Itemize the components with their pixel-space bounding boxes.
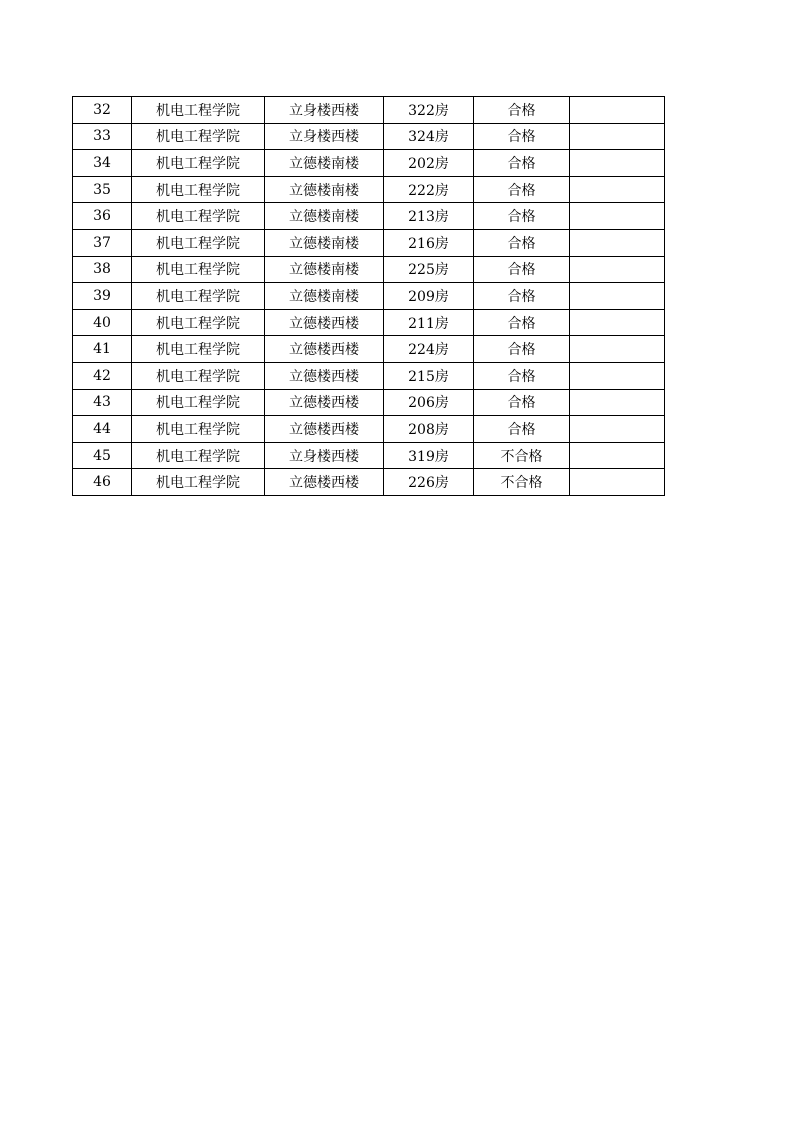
row-index-cell: 33 [73, 123, 132, 150]
college-cell: 机电工程学院 [132, 442, 265, 469]
room-cell: 222房 [384, 176, 474, 203]
row-index-cell: 36 [73, 203, 132, 230]
building-cell: 立德楼南楼 [265, 283, 384, 310]
note-cell [570, 442, 665, 469]
row-index-cell: 44 [73, 416, 132, 443]
result-cell: 合格 [474, 203, 570, 230]
table-row [73, 283, 665, 310]
note-cell [570, 176, 665, 203]
college-cell: 机电工程学院 [132, 229, 265, 256]
result-cell: 合格 [474, 97, 570, 124]
row-index-cell: 35 [73, 176, 132, 203]
table-row [73, 389, 665, 416]
table-body [73, 97, 665, 496]
college-cell: 机电工程学院 [132, 469, 265, 496]
note-cell [570, 203, 665, 230]
college-cell: 机电工程学院 [132, 256, 265, 283]
result-cell: 不合格 [474, 442, 570, 469]
college-cell: 机电工程学院 [132, 416, 265, 443]
table-row [73, 336, 665, 363]
building-cell: 立身楼西楼 [265, 123, 384, 150]
result-cell: 合格 [474, 256, 570, 283]
note-cell [570, 469, 665, 496]
row-index-cell: 40 [73, 309, 132, 336]
table-row [73, 203, 665, 230]
row-index-cell: 39 [73, 283, 132, 310]
room-cell: 209房 [384, 283, 474, 310]
table-row [73, 362, 665, 389]
result-cell: 合格 [474, 362, 570, 389]
room-cell: 322房 [384, 97, 474, 124]
row-index-cell: 34 [73, 150, 132, 177]
room-cell: 225房 [384, 256, 474, 283]
building-cell: 立德楼西楼 [265, 336, 384, 363]
note-cell [570, 256, 665, 283]
inspection-table [72, 96, 665, 496]
note-cell [570, 123, 665, 150]
building-cell: 立德楼西楼 [265, 309, 384, 336]
building-cell: 立德楼西楼 [265, 416, 384, 443]
table-row [73, 469, 665, 496]
college-cell: 机电工程学院 [132, 150, 265, 177]
building-cell: 立德楼西楼 [265, 389, 384, 416]
table-row [73, 229, 665, 256]
result-cell: 不合格 [474, 469, 570, 496]
table-row [73, 176, 665, 203]
building-cell: 立身楼西楼 [265, 442, 384, 469]
result-cell: 合格 [474, 416, 570, 443]
row-index-cell: 45 [73, 442, 132, 469]
note-cell [570, 97, 665, 124]
room-cell: 208房 [384, 416, 474, 443]
table-row [73, 150, 665, 177]
row-index-cell: 37 [73, 229, 132, 256]
room-cell: 224房 [384, 336, 474, 363]
room-cell: 319房 [384, 442, 474, 469]
building-cell: 立德楼南楼 [265, 256, 384, 283]
room-cell: 226房 [384, 469, 474, 496]
table-row [73, 97, 665, 124]
row-index-cell: 32 [73, 97, 132, 124]
note-cell [570, 389, 665, 416]
college-cell: 机电工程学院 [132, 123, 265, 150]
note-cell [570, 283, 665, 310]
college-cell: 机电工程学院 [132, 336, 265, 363]
result-cell: 合格 [474, 123, 570, 150]
room-cell: 215房 [384, 362, 474, 389]
room-cell: 324房 [384, 123, 474, 150]
building-cell: 立德楼南楼 [265, 150, 384, 177]
building-cell: 立德楼南楼 [265, 176, 384, 203]
result-cell: 合格 [474, 389, 570, 416]
result-cell: 合格 [474, 176, 570, 203]
college-cell: 机电工程学院 [132, 389, 265, 416]
table-row [73, 442, 665, 469]
note-cell [570, 362, 665, 389]
result-cell: 合格 [474, 336, 570, 363]
note-cell [570, 416, 665, 443]
table-row [73, 416, 665, 443]
building-cell: 立德楼南楼 [265, 229, 384, 256]
building-cell: 立德楼西楼 [265, 362, 384, 389]
college-cell: 机电工程学院 [132, 283, 265, 310]
row-index-cell: 38 [73, 256, 132, 283]
row-index-cell: 41 [73, 336, 132, 363]
note-cell [570, 150, 665, 177]
building-cell: 立身楼西楼 [265, 97, 384, 124]
room-cell: 213房 [384, 203, 474, 230]
note-cell [570, 309, 665, 336]
result-cell: 合格 [474, 309, 570, 336]
building-cell: 立德楼西楼 [265, 469, 384, 496]
result-cell: 合格 [474, 283, 570, 310]
row-index-cell: 42 [73, 362, 132, 389]
college-cell: 机电工程学院 [132, 203, 265, 230]
result-cell: 合格 [474, 229, 570, 256]
college-cell: 机电工程学院 [132, 176, 265, 203]
room-cell: 211房 [384, 309, 474, 336]
table-row [73, 309, 665, 336]
row-index-cell: 43 [73, 389, 132, 416]
note-cell [570, 336, 665, 363]
room-cell: 206房 [384, 389, 474, 416]
result-cell: 合格 [474, 150, 570, 177]
table-row [73, 123, 665, 150]
college-cell: 机电工程学院 [132, 97, 265, 124]
building-cell: 立德楼南楼 [265, 203, 384, 230]
room-cell: 216房 [384, 229, 474, 256]
college-cell: 机电工程学院 [132, 309, 265, 336]
row-index-cell: 46 [73, 469, 132, 496]
college-cell: 机电工程学院 [132, 362, 265, 389]
note-cell [570, 229, 665, 256]
room-cell: 202房 [384, 150, 474, 177]
table-row [73, 256, 665, 283]
